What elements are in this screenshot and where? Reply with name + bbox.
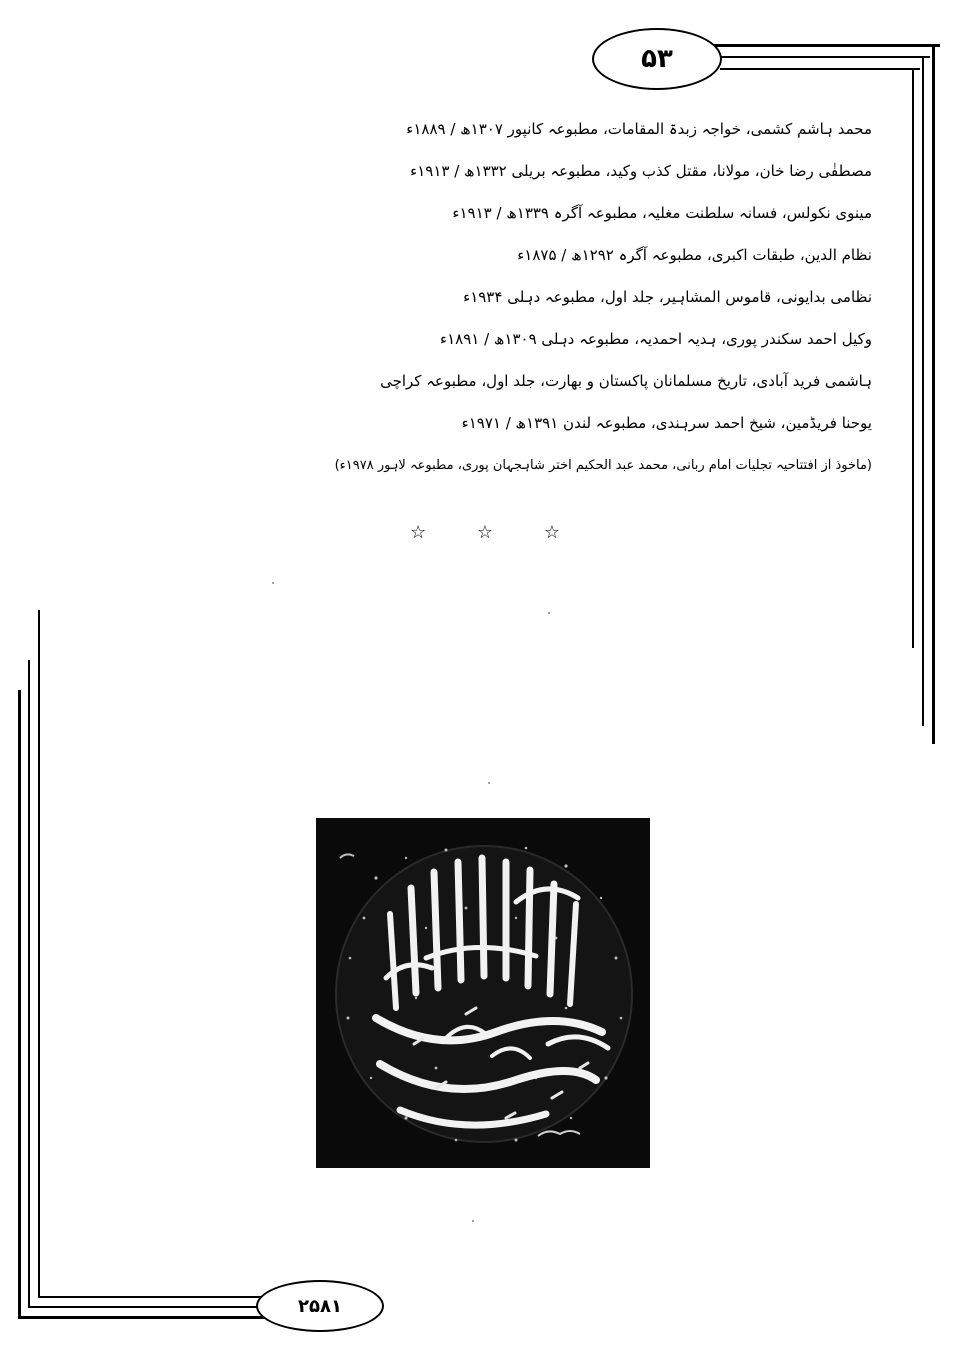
star-icon: ☆ — [476, 522, 494, 543]
calligraphy-roundel-icon — [316, 818, 650, 1168]
reference-line: نظام الدین، طبقات اکبری، مطبوعہ آگرہ ۱۲۹۲ھ / ۱۸۷۵ء — [517, 245, 872, 264]
scan-speck — [272, 582, 274, 584]
reference-line: محمد ہاشم کشمی، خواجہ زبدۃ المقامات، مطبوعہ کانپور ۱۳۰۷ھ / ۱۸۸۹ء — [406, 119, 872, 138]
frame-bottom-hline-outer — [18, 1316, 270, 1319]
frame-left-vline-outer — [18, 690, 21, 1318]
frame-top-hline-outer — [700, 44, 940, 47]
frame-right-vline-inner — [912, 68, 914, 648]
star-icon: ☆ — [543, 522, 560, 543]
frame-left-vline-inner — [38, 610, 40, 1298]
scan-speck — [472, 1220, 474, 1222]
frame-right-vline-middle — [922, 56, 924, 726]
frame-right-vline-outer — [932, 44, 935, 744]
page-number-top: ۵۳ — [641, 44, 673, 74]
calligraphy-artwork — [316, 818, 650, 1168]
frame-left-vline-middle — [28, 660, 30, 1308]
frame-top-hline-middle — [710, 56, 930, 58]
page-number-bottom: ۲۵۸۱ — [298, 1295, 342, 1317]
reference-line: وکیل احمد سکندر پوری، ہدیہ احمدیہ، مطبوعہ دہلی ۱۳۰۹ھ / ۱۸۹۱ء — [440, 329, 872, 348]
reference-line: مینوی نکولس، فسانہ سلطنت مغلیہ، مطبوعہ آگرہ ۱۳۳۹ھ / ۱۹۱۳ء — [452, 203, 872, 222]
reference-line: مصطفٰی رضا خان، مولانا، مقتل کذب وکید، مطبوعہ بریلی ۱۳۳۲ھ / ۱۹۱۳ء — [410, 161, 872, 180]
star-icon: ☆ — [410, 522, 427, 543]
reference-line: یوحنا فریڈمین، شیخ احمد سرہندی، مطبوعہ لندن ۱۳۹۱ھ / ۱۹۷۱ء — [461, 413, 872, 432]
scan-speck — [488, 782, 490, 784]
source-note: (ماخوذ از افتتاحیہ تجلیات امام ربانی، محمد عبد الحکیم اختر شاہجہان پوری، مطبوعہ لاہور ۱۹۷۸ء) — [334, 457, 872, 473]
bibliography-list — [312, 108, 872, 486]
page-number-badge-top — [592, 28, 722, 90]
reference-line: ہاشمی فرید آبادی، تاریخ مسلمانان پاکستان و بھارت، جلد اول، مطبوعہ کراچی — [380, 371, 872, 390]
page-number-badge-bottom — [256, 1280, 384, 1332]
scan-speck — [548, 612, 550, 614]
frame-top-hline-inner — [720, 68, 920, 70]
frame-bottom-hline-inner — [38, 1296, 270, 1298]
reference-line: نظامی بدایونی، قاموس المشاہیر، جلد اول، مطبوعہ دہلی ۱۹۳۴ء — [463, 287, 872, 306]
star-separator — [410, 522, 560, 543]
frame-bottom-hline-middle — [28, 1306, 270, 1308]
